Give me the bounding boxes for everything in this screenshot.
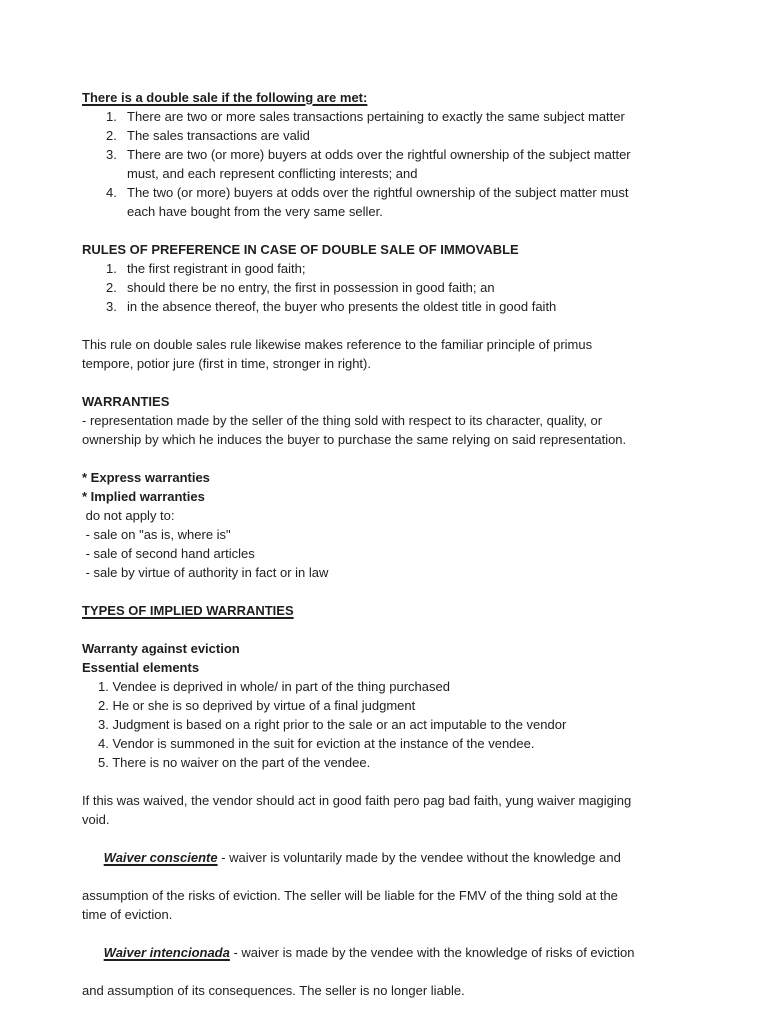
list-marker: 1. bbox=[106, 109, 117, 124]
list-text: The two (or more) buyers at odds over the rightful ownership of the subject matter must bbox=[127, 185, 629, 200]
eviction-element-3: 3. Judgment is based on a right prior to the sale or an act imputable to the vendor bbox=[98, 717, 567, 732]
list-marker: 3. bbox=[106, 299, 117, 314]
waiver-intencionada-term: Waiver intencionada bbox=[103, 945, 230, 960]
double-sale-item-4 bbox=[82, 183, 708, 202]
heading-rules-of-preference: RULES OF PREFERENCE IN CASE OF DOUBLE SALE OF IMMOVABLE bbox=[82, 242, 519, 257]
double-sale-item-3-cont: must, and each represent conflicting interests; and bbox=[127, 166, 418, 181]
list-marker: 3. bbox=[106, 147, 117, 162]
rules-item-1 bbox=[82, 259, 708, 278]
waiver-intencionada-rest: - waiver is made by the vendee with the knowledge of risks of eviction bbox=[229, 945, 635, 960]
eviction-element-1: 1. Vendee is deprived in whole/ in part of the thing purchased bbox=[98, 679, 450, 694]
implied-exception-3: - sale by virtue of authority in fact or in law bbox=[82, 565, 329, 580]
heading-warranties: WARRANTIES bbox=[82, 394, 170, 409]
list-text: There are two (or more) buyers at odds over the rightful ownership of the subject matter bbox=[127, 147, 631, 162]
warranties-line-2: ownership by which he induces the buyer to purchase the same relying on said representation. bbox=[82, 432, 627, 447]
implied-exception-2: - sale of second hand articles bbox=[82, 546, 255, 561]
list-marker: 2. bbox=[106, 280, 117, 295]
primus-paragraph-line-1: This rule on double sales rule likewise makes reference to the familiar principle of primus bbox=[82, 337, 593, 352]
implied-exception-1: - sale on "as is, where is" bbox=[82, 527, 231, 542]
waiver-consciente-line bbox=[82, 829, 708, 886]
eviction-element-2: 2. He or she is so deprived by virtue of a final judgment bbox=[98, 698, 416, 713]
waiver-consciente-cont-1: assumption of the risks of eviction. The seller will be liable for the FMV of the thing sold at the bbox=[82, 888, 618, 903]
waiver-paragraph-line-1: If this was waived, the vendor should act in good faith pero pag bad faith, yung waiver magiging bbox=[82, 793, 632, 808]
warranties-line-1: - representation made by the seller of the thing sold with respect to its character, quality, or bbox=[82, 413, 603, 428]
double-sale-item-4-cont: each have bought from the very same seller. bbox=[127, 204, 383, 219]
list-text: The sales transactions are valid bbox=[127, 128, 310, 143]
heading-warranty-against-eviction: Warranty against eviction bbox=[82, 641, 240, 656]
express-warranties-label: * Express warranties bbox=[82, 470, 210, 485]
waiver-consciente-rest: - waiver is voluntarily made by the vendee without the knowledge and bbox=[217, 850, 621, 865]
waiver-consciente-term: Waiver consciente bbox=[103, 850, 218, 865]
waiver-intencionada-line bbox=[82, 924, 708, 981]
waiver-consciente-cont-2: time of eviction. bbox=[82, 907, 173, 922]
rules-item-3 bbox=[82, 297, 708, 316]
list-marker: 2. bbox=[106, 128, 117, 143]
rules-item-2 bbox=[82, 278, 708, 297]
list-text: There are two or more sales transactions pertaining to exactly the same subject matter bbox=[127, 109, 625, 124]
implied-warranties-label: * Implied warranties bbox=[82, 489, 205, 504]
double-sale-item-2 bbox=[82, 126, 708, 145]
implied-not-apply-label: do not apply to: bbox=[82, 508, 175, 523]
subheading-essential-elements: Essential elements bbox=[82, 660, 200, 675]
document-content bbox=[82, 88, 708, 1000]
heading-double-sale: There is a double sale if the following are met: bbox=[82, 90, 368, 105]
double-sale-item-1 bbox=[82, 107, 708, 126]
list-marker: 1. bbox=[106, 261, 117, 276]
list-text: in the absence thereof, the buyer who presents the oldest title in good faith bbox=[127, 299, 557, 314]
waiver-intencionada-cont-1: and assumption of its consequences. The seller is no longer liable. bbox=[82, 983, 465, 998]
list-text: should there be no entry, the first in possession in good faith; an bbox=[127, 280, 495, 295]
primus-paragraph-line-2: tempore, potior jure (first in time, stronger in right). bbox=[82, 356, 371, 371]
list-text: the first registrant in good faith; bbox=[127, 261, 306, 276]
heading-types-of-implied-warranties: TYPES OF IMPLIED WARRANTIES bbox=[82, 603, 294, 618]
waiver-paragraph-line-2: void. bbox=[82, 812, 110, 827]
list-marker: 4. bbox=[106, 185, 117, 200]
eviction-element-5: 5. There is no waiver on the part of the vendee. bbox=[98, 755, 371, 770]
double-sale-item-3 bbox=[82, 145, 708, 164]
eviction-element-4: 4. Vendor is summoned in the suit for eviction at the instance of the vendee. bbox=[98, 736, 535, 751]
